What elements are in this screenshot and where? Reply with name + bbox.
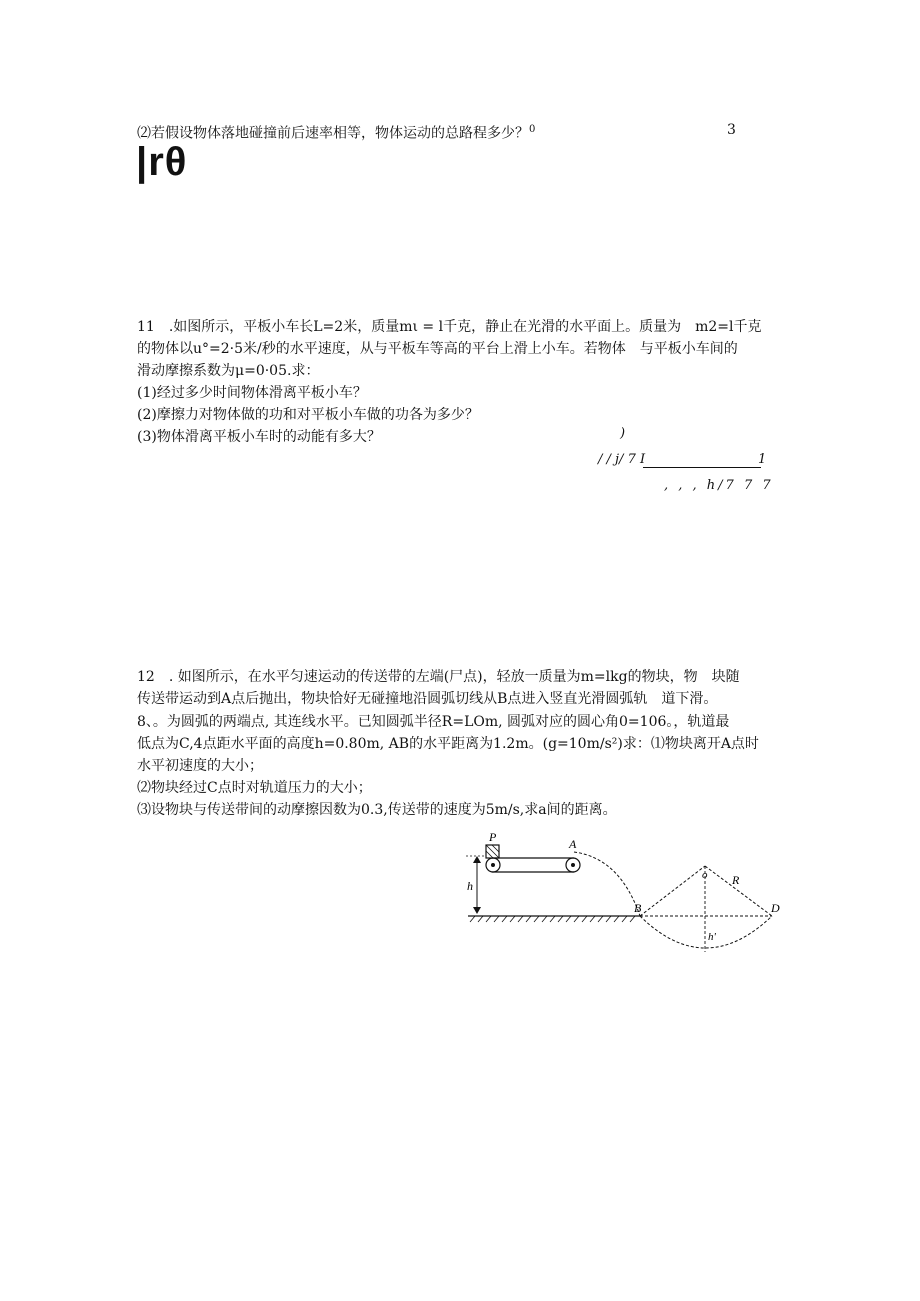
- label-h: h: [467, 879, 473, 893]
- q11-line-3: 滑动摩擦系数为μ=0·05.求：: [137, 363, 320, 379]
- upper-triangle-left: [640, 866, 705, 916]
- q11-fig-row1-right: 1: [758, 452, 767, 467]
- q12-line-3: 8、。为圆弧的两端点, 其连线水平。已知圆弧半径R=LOm, 圆弧对应的圆心角0=106。，轨道最: [137, 714, 730, 730]
- ocr-fragment: |rθ: [136, 140, 188, 184]
- q11-fig-row2: , , , h/7 7 7: [664, 478, 774, 493]
- q11-line-2: 的物体以u°=2·5米/秒的水平速度，从与平板车等高的平台上滑上小车。若物体 与平板小车间的: [137, 341, 738, 357]
- q12-line-5: 水平初速度的大小；: [137, 758, 263, 774]
- q12-line-1: 12 . 如图所示，在水平匀速运动的传送带的左端(尸点)，轻放一质量为m=lkg的物块，物 块随: [137, 669, 740, 685]
- label-h-prime: h': [708, 931, 716, 943]
- q12-figure: [460, 828, 800, 958]
- label-b: B: [634, 901, 642, 915]
- q12-line-4: 低点为C,4点距水平面的高度h=0.80m, AB的水平距离为1.2m。(g=10m∕s²)求：⑴物块离开A点时: [137, 736, 759, 752]
- q11-fig-row1-left: / / j/ 7 I: [598, 452, 646, 467]
- label-a: A: [569, 837, 577, 851]
- q10-superscript: 0: [529, 124, 536, 135]
- page-mark: 3: [727, 122, 736, 138]
- circular-track: [640, 916, 772, 948]
- q11-line-1: 11 .如图所示，平板小车长L=2米，质量mι = l千克，静止在光滑的水平面上。质量为 m2=l千克: [137, 319, 762, 335]
- q12-line-6: ⑵物块经过C点时对轨道压力的大小；: [137, 780, 372, 796]
- label-d: D: [771, 901, 780, 915]
- q11-fig-platform-line: [643, 467, 761, 468]
- label-p: P: [489, 830, 497, 844]
- q11-line-6: (3)物体滑离平板小车时的动能有多大？: [137, 429, 381, 445]
- q11-line-5: (2)摩擦力对物体做的功和对平板小车做的功各为多少？: [137, 407, 479, 423]
- label-r: R: [732, 873, 740, 887]
- q10-part2-text: ⑵若假设物体落地碰撞前后速率相等，物体运动的总路程多少？$^0$: [137, 124, 536, 142]
- ground-hatching: [470, 916, 635, 922]
- q11-line-4: (1)经过多少时间物体滑离平板小车？: [137, 385, 367, 401]
- q12-line-2: 传送带运动到A点后抛出，物块恰好无碰撞地沿圆弧切线从B点进入竖直光滑圆弧轨 道下滑。: [137, 691, 718, 707]
- label-o: o: [702, 869, 708, 881]
- projectile-path: [574, 852, 640, 916]
- q12-line-7: ⑶设物块与传送带间的动摩擦因数为0.3,传送带的速度为5m∕s,求a间的距离。: [137, 802, 617, 818]
- q11-fig-paren: ): [620, 426, 626, 441]
